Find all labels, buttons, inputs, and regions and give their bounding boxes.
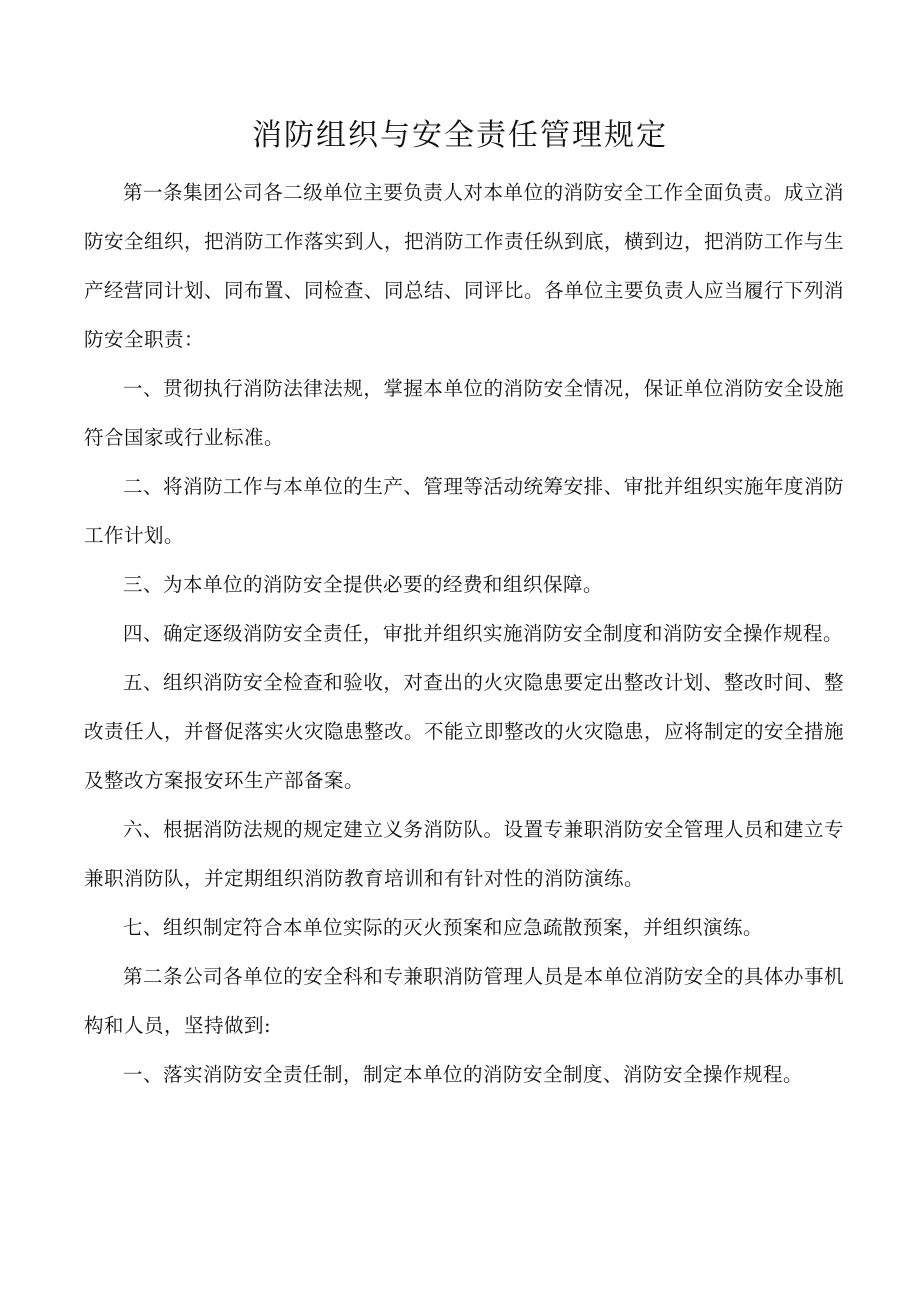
paragraph-item-3: 三、为本单位的消防安全提供必要的经费和组织保障。 — [123, 573, 604, 596]
paragraph-item-5: 五、组织消防安全检查和验收，对查出的火灾隐患要定出整改计划、整改时间、整改责任人，并督促落实火灾隐患整改。不能立即整改的火灾隐患，应将制定的安全措施及整改方案报安环生产部备案。 — [84, 671, 845, 792]
paragraph-item-7: 七、组织制定符合本单位实际的灭火预案和应急疏散预案，并组织演练。 — [123, 916, 764, 939]
document-title: 消防组织与安全责任管理规定 — [252, 118, 668, 153]
paragraph-item-4: 四、确定逐级消防安全责任，审批并组织实施消防安全制度和消防安全操作规程。 — [123, 622, 844, 645]
paragraph-article-2: 第二条公司各单位的安全科和专兼职消防管理人员是本单位消防安全的具体办事机构和人员，坚持做到: — [84, 965, 844, 1037]
document-body — [84, 168, 844, 1099]
paragraph-article-1: 第一条集团公司各二级单位主要负责人对本单位的消防安全工作全面负责。成立消防安全组织，把消防工作落实到人，把消防工作责任纵到底，横到边，把消防工作与生产经营同计划、同布置、同检查、同总结、同评比。各单位主要负责人应当履行下列消防安全职责： — [84, 181, 845, 351]
paragraph-article-2-item-1: 一、落实消防安全责任制，制定本单位的消防安全制度、消防安全操作规程。 — [123, 1063, 804, 1086]
paragraph-item-6: 六、根据消防法规的规定建立义务消防队。设置专兼职消防安全管理人员和建立专兼职消防队，并定期组织消防教育培训和有针对性的消防演练。 — [84, 818, 844, 890]
paragraph-item-2: 二、将消防工作与本单位的生产、管理等活动统筹安排、审批并组织实施年度消防工作计划。 — [84, 475, 844, 547]
paragraph-item-1: 一、贯彻执行消防法律法规，掌握本单位的消防安全情况，保证单位消防安全设施符合国家或行业标准。 — [84, 377, 844, 449]
